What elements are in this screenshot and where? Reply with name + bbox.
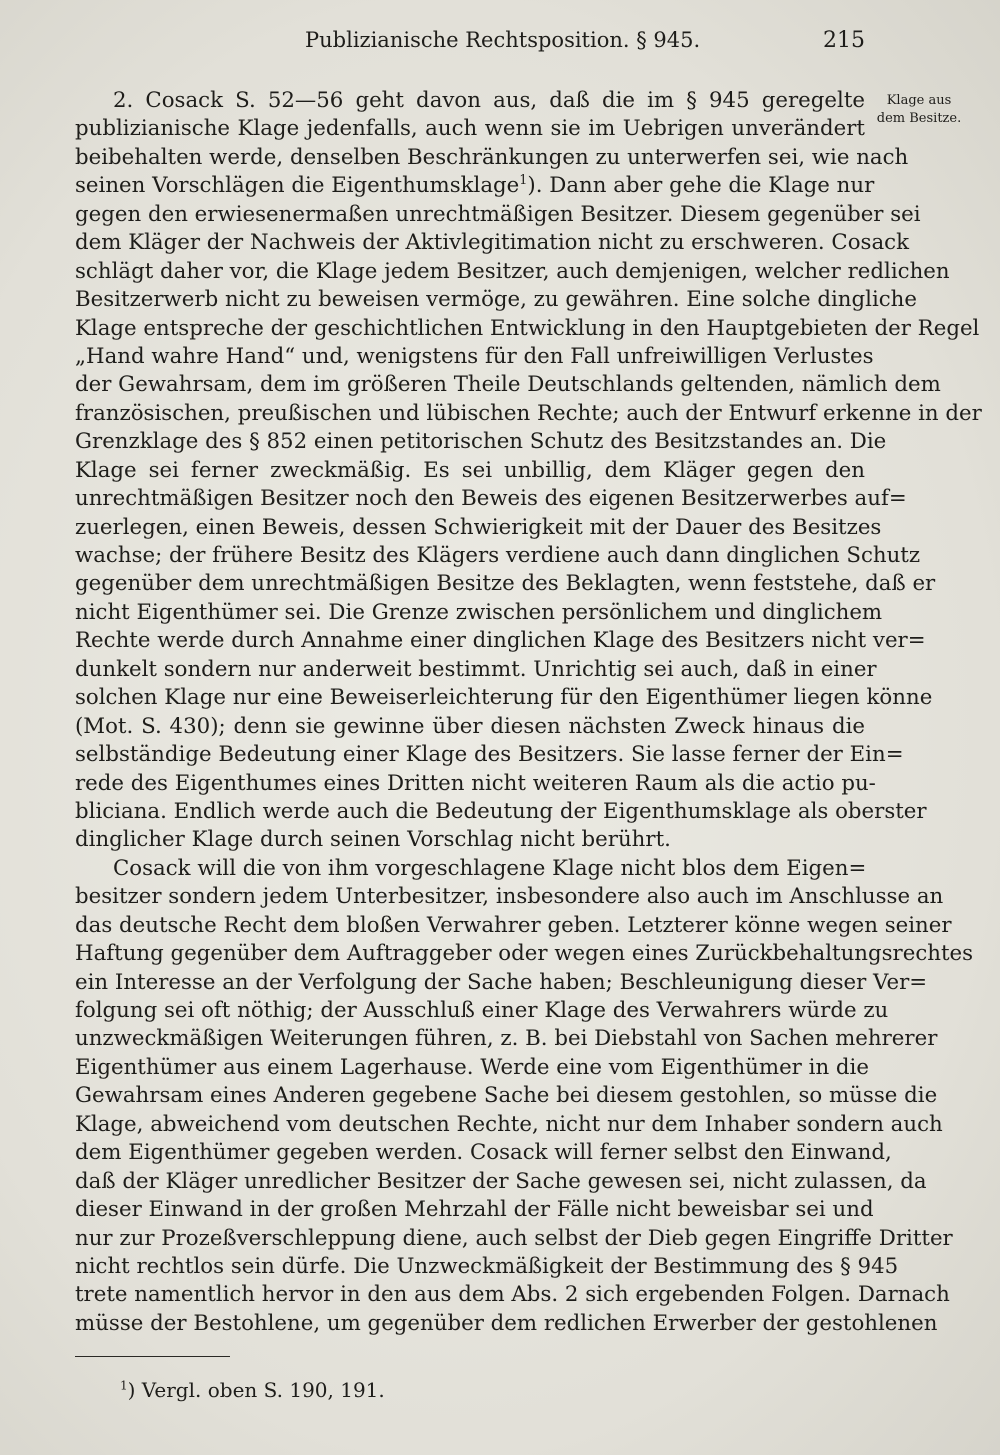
text-line: schlägt daher vor, die Klage jedem Besitzer, auch demjenigen, welcher redlichen xyxy=(75,258,950,284)
text-line: folgung sei oft nöthig; der Ausschluß einer Klage des Verwahrers würde zu xyxy=(75,998,889,1023)
text-line: Grenzklage des § 852 einen petitorischen Schutz des Besitzstandes an. Die xyxy=(75,429,887,455)
text-line: solchen Klage nur eine Beweiserleichterung für den Eigenthümer liegen könne xyxy=(75,685,933,711)
text-line: Besitzerwerb nicht zu beweisen vermöge, zu gewähren. Eine solche dingliche xyxy=(75,287,917,313)
text-line: Klage, abweichend vom deutschen Rechte, nicht nur dem Inhaber sondern auch xyxy=(75,1111,943,1137)
text-line: unzweckmäßigen Weiterungen führen, z. B. bei Diebstahl von Sachen mehrerer xyxy=(75,1026,938,1052)
text-line: 2. Cosack S. 52—56 geht davon aus, daß die im § 945 geregelte xyxy=(113,88,865,113)
text-line: besitzer sondern jedem Unterbesitzer, insbesondere also auch im Anschlusse an xyxy=(75,884,944,910)
text-line: dem Kläger der Nachweis der Aktivlegitimation nicht zu erschweren. Cosack xyxy=(75,230,909,256)
text-line: ein Interesse an der Verfolgung der Sache haben; Beschleunigung dieser Ver= xyxy=(75,969,928,995)
text-fragment: ). Dann aber gehe die Klage nur xyxy=(527,173,875,199)
text-line: „Hand wahre Hand“ und, wenigstens für den Fall unfreiwilligen Verlustes xyxy=(75,343,874,369)
text-line: das deutsche Recht dem bloßen Verwahrer geben. Letzterer könne wegen seiner xyxy=(75,912,952,938)
text-fragment: seinen Vorschlägen die Eigenthumsklage xyxy=(75,173,520,199)
text-line: rede des Eigenthumes eines Dritten nicht weiteren Raum als die actio pu- xyxy=(75,770,876,796)
text-line: Gewahrsam eines Anderen gegebene Sache bei diesem gestohlen, so müsse die xyxy=(75,1083,938,1109)
text-line: Klage entspreche der geschichtlichen Entwicklung in den Hauptgebieten der Regel xyxy=(75,315,980,341)
text-line: müsse der Bestohlene, um gegenüber dem redlichen Erwerber der gestohlenen xyxy=(75,1310,938,1336)
text-line: selbständige Bedeutung einer Klage des Besitzers. Sie lasse ferner der Ein= xyxy=(75,742,904,768)
text-line: unrechtmäßigen Besitzer noch den Beweis des eigenen Besitzerwerbes auf= xyxy=(75,486,907,512)
text-line: Cosack will die von ihm vorgeschlagene Klage nicht blos dem Eigen= xyxy=(113,855,867,881)
text-line: daß der Kläger unredlicher Besitzer der Sache gewesen sei, nicht zulassen, da xyxy=(75,1168,927,1194)
footnote-reference: 1 xyxy=(519,173,528,189)
text-line: gegen den erwiesenermaßen unrechtmäßigen Besitzer. Diesem gegenüber sei xyxy=(75,201,921,227)
margin-note-line: dem Besitze. xyxy=(876,111,962,126)
text-line: bliciana. Endlich werde auch die Bedeutung der Eigenthumsklage als oberster xyxy=(75,798,927,824)
text-line: gegenüber dem unrechtmäßigen Besitze des Beklagten, wenn feststehe, daß er xyxy=(75,571,936,597)
text-line xyxy=(75,172,875,200)
margin-note-line: Klage aus xyxy=(886,93,952,108)
text-line: (Mot. S. 430); denn sie gewinne über diesen nächsten Zweck hinaus die xyxy=(75,713,865,739)
text-line: dieser Einwand in der großen Mehrzahl der Fälle nicht beweisbar sei und xyxy=(75,1197,874,1223)
text-line: publizianische Klage jedenfalls, auch wenn sie im Uebrigen unverändert xyxy=(75,116,865,142)
footnote-divider xyxy=(75,1356,230,1357)
text-line: dunkelt sondern nur anderweit bestimmt. Unrichtig sei auch, daß in einer xyxy=(75,656,877,682)
text-line: zuerlegen, einen Beweis, dessen Schwierigkeit mit der Dauer des Besitzes xyxy=(75,514,882,540)
text-line: Eigenthümer aus einem Lagerhause. Werde eine vom Eigenthümer in die xyxy=(75,1054,869,1080)
text-line: Haftung gegenüber dem Auftraggeber oder wegen eines Zurückbehaltungsrechtes xyxy=(75,941,974,967)
text-line: dem Eigenthümer gegeben werden. Cosack will ferner selbst den Einwand, xyxy=(75,1140,892,1166)
margin-note xyxy=(874,92,964,128)
text-line: nicht rechtlos sein dürfe. Die Unzweckmäßigkeit der Bestimmung des § 945 xyxy=(75,1253,899,1279)
running-title: Publizianische Rechtsposition. § 945. xyxy=(305,28,701,52)
footnote xyxy=(120,1378,385,1402)
text-line: beibehalten werde, denselben Beschränkungen zu unterwerfen sei, wie nach xyxy=(75,144,909,170)
text-line: wachse; der frühere Besitz des Klägers verdiene auch dann dinglichen Schutz xyxy=(75,543,921,568)
footnote-marker: 1 xyxy=(120,1378,128,1393)
text-line: französischen, preußischen und lübischen Rechte; auch der Entwurf erkenne in der xyxy=(75,400,982,426)
text-line: nur zur Prozeßverschleppung diene, auch selbst der Dieb gegen Eingriffe Dritter xyxy=(75,1225,953,1251)
text-line: Klage sei ferner zweckmäßig. Es sei unbillig, dem Kläger gegen den xyxy=(75,457,865,483)
footnote-text: ) Vergl. oben S. 190, 191. xyxy=(127,1378,385,1402)
text-line: dinglicher Klage durch seinen Vorschlag nicht berührt. xyxy=(75,827,671,853)
page-number: 215 xyxy=(823,28,865,53)
text-line: der Gewahrsam, dem im größeren Theile Deutschlands geltenden, nämlich dem xyxy=(75,372,941,398)
text-line: nicht Eigenthümer sei. Die Grenze zwischen persönlichem und dinglichem xyxy=(75,599,883,625)
text-line: Rechte werde durch Annahme einer dinglichen Klage des Besitzers nicht ver= xyxy=(75,628,926,654)
text-line: trete namentlich hervor in den aus dem Abs. 2 sich ergebenden Folgen. Darnach xyxy=(75,1282,950,1308)
